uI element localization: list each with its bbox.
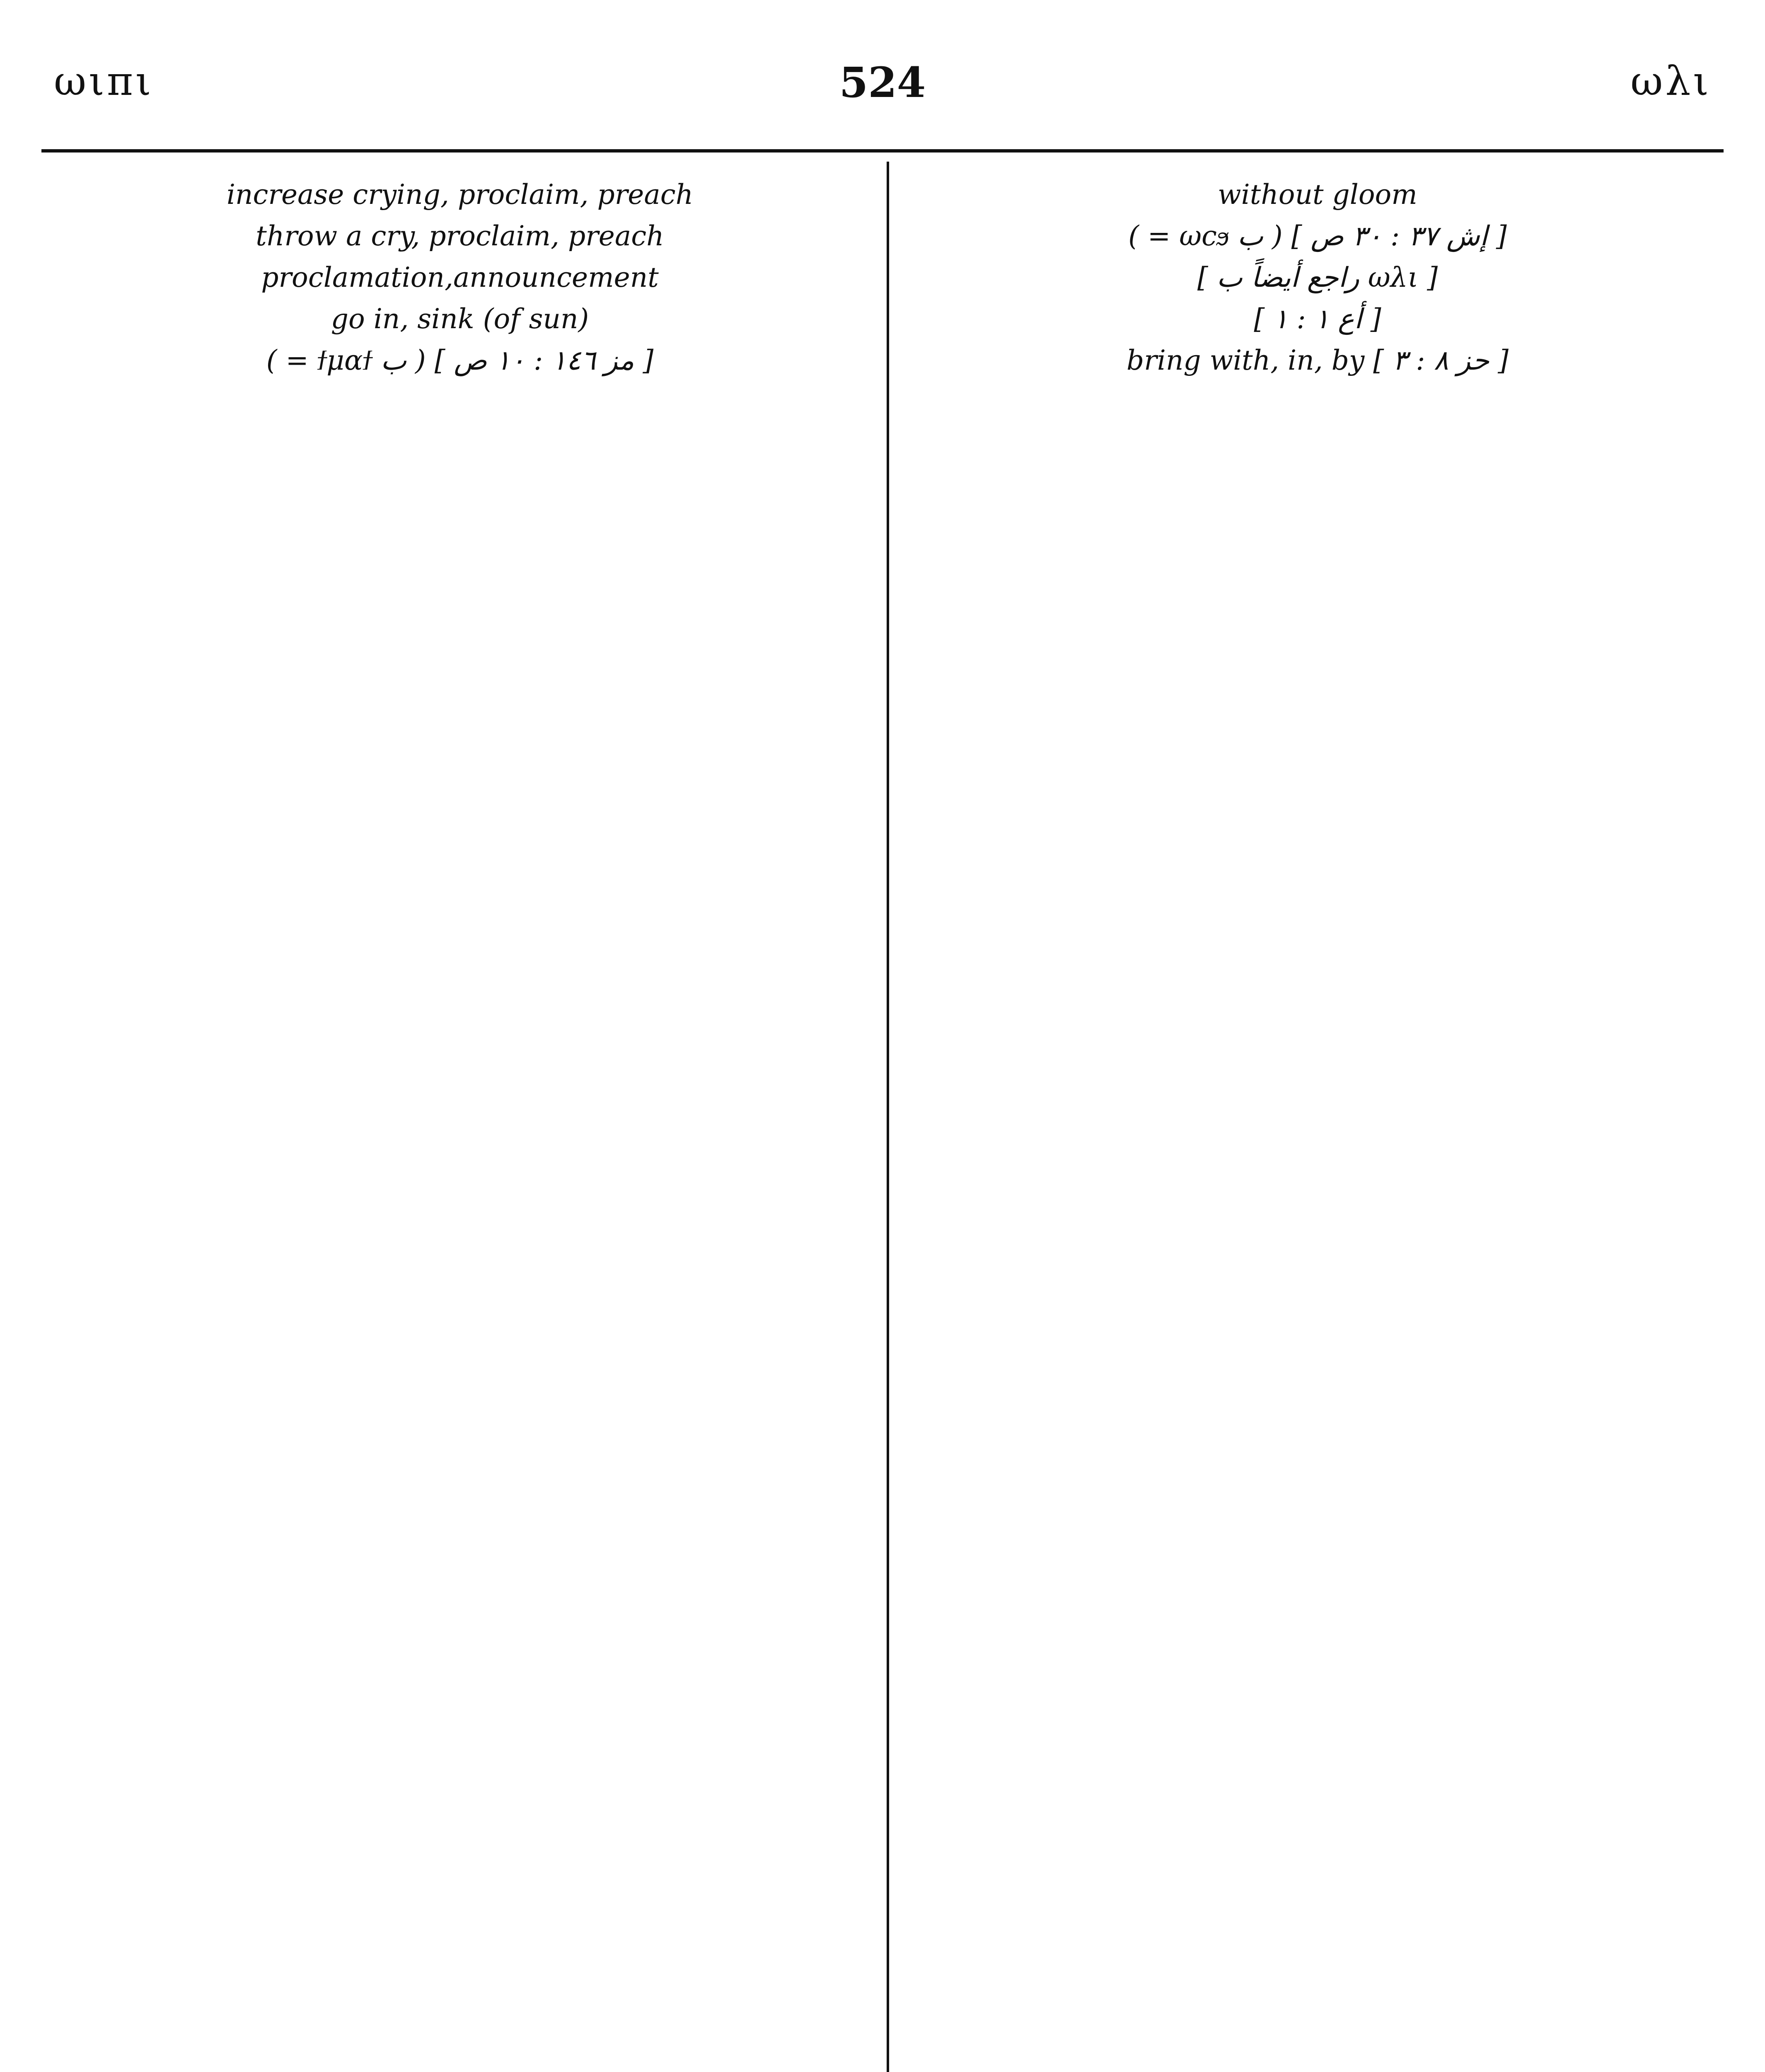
dictionary-line: increase crying, proclaim, preach: [226, 179, 694, 211]
dictionary-line: ( = ωϲϧ ب ) [ إش ٣٧ : ٣٠ ص ]: [1128, 220, 1507, 252]
header-rule: [41, 149, 1724, 152]
dictionary-line: without gloom: [1218, 179, 1417, 211]
dictionary-line: throw a cry, proclaim, preach: [256, 220, 664, 252]
right-column: [907, 174, 1728, 381]
dictionary-line: ( = ϯμαϯ ب ) [ مز ١٤٦ : ١٠ ص ]: [266, 344, 654, 376]
dictionary-line: go in, sink (of sun): [331, 303, 589, 335]
header-left-word: ωιπι: [54, 58, 154, 104]
dictionary-line: proclamation,announcement: [261, 261, 659, 293]
dictionary-line: bring with, in, by [ حز ٨ : ٣ ]: [1126, 344, 1509, 376]
dictionary-line: [ راجع أيضاً ب ωλι ]: [1197, 261, 1438, 293]
header-right-word: ωλι: [1630, 58, 1711, 104]
column-divider: [887, 162, 889, 2072]
left-column: [50, 174, 870, 381]
page-number: 524: [839, 58, 926, 107]
page-header: [54, 58, 1711, 120]
dictionary-line: [ أع ١ : ١ ]: [1254, 303, 1381, 335]
